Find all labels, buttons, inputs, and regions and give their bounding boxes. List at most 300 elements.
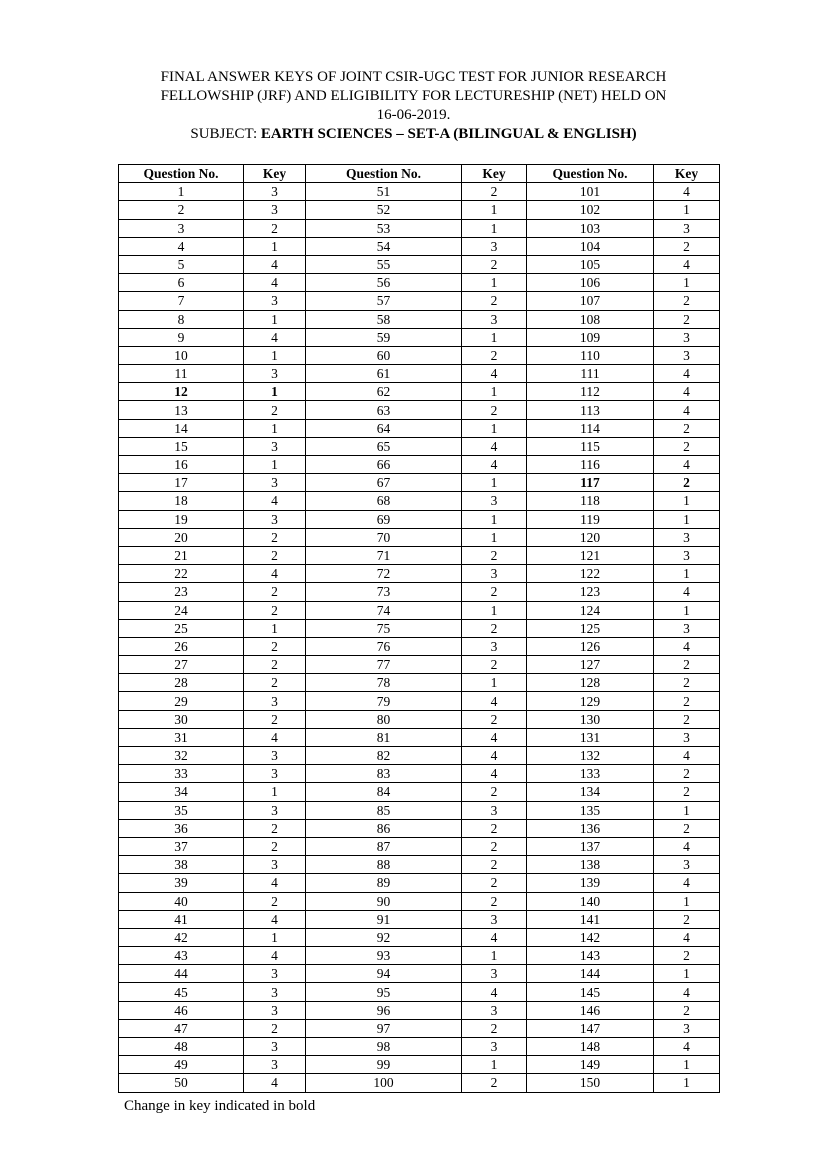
question-number-cell: 109	[527, 328, 654, 346]
table-row	[119, 474, 720, 492]
answer-key-cell: 1	[244, 237, 306, 255]
table-row	[119, 1056, 720, 1074]
column-header-key: Key	[244, 165, 306, 183]
answer-key-cell: 2	[654, 237, 720, 255]
answer-key-cell: 2	[244, 601, 306, 619]
answer-key-cell: 2	[462, 656, 527, 674]
table-row	[119, 1038, 720, 1056]
answer-key-cell: 2	[244, 583, 306, 601]
question-number-cell: 108	[527, 310, 654, 328]
question-number-cell: 27	[119, 656, 244, 674]
question-number-cell: 119	[527, 510, 654, 528]
question-number-cell: 41	[119, 910, 244, 928]
answer-key-cell: 2	[244, 1019, 306, 1037]
question-number-cell: 61	[306, 365, 462, 383]
answer-key-cell: 2	[462, 1019, 527, 1037]
answer-key-cell: 3	[244, 983, 306, 1001]
question-number-cell: 60	[306, 346, 462, 364]
answer-key-cell: 1	[244, 383, 306, 401]
question-number-cell: 99	[306, 1056, 462, 1074]
answer-key-cell: 3	[654, 346, 720, 364]
table-row	[119, 183, 720, 201]
table-row	[119, 601, 720, 619]
answer-key-cell: 2	[462, 856, 527, 874]
table-row	[119, 656, 720, 674]
answer-key-cell: 3	[654, 219, 720, 237]
answer-key-cell: 2	[462, 1074, 527, 1092]
table-row	[119, 401, 720, 419]
answer-key-cell: 1	[654, 1056, 720, 1074]
answer-key-cell: 3	[654, 619, 720, 637]
table-row	[119, 837, 720, 855]
question-number-cell: 137	[527, 837, 654, 855]
answer-key-cell: 1	[462, 510, 527, 528]
question-number-cell: 104	[527, 237, 654, 255]
answer-key-cell: 3	[654, 328, 720, 346]
table-row	[119, 274, 720, 292]
question-number-cell: 110	[527, 346, 654, 364]
question-number-cell: 121	[527, 546, 654, 564]
question-number-cell: 25	[119, 619, 244, 637]
footnote: Change in key indicated in bold	[124, 1098, 316, 1114]
answer-key-cell: 2	[654, 947, 720, 965]
question-number-cell: 113	[527, 401, 654, 419]
table-row	[119, 747, 720, 765]
answer-key-cell: 4	[654, 747, 720, 765]
answer-key-cell: 2	[654, 419, 720, 437]
question-number-cell: 10	[119, 346, 244, 364]
question-number-cell: 58	[306, 310, 462, 328]
answer-key-cell: 1	[654, 801, 720, 819]
answer-key-cell: 4	[654, 401, 720, 419]
question-number-cell: 8	[119, 310, 244, 328]
question-number-cell: 47	[119, 1019, 244, 1037]
answer-key-cell: 4	[244, 328, 306, 346]
answer-key-cell: 2	[244, 528, 306, 546]
question-number-cell: 150	[527, 1074, 654, 1092]
question-number-cell: 76	[306, 637, 462, 655]
answer-key-cell: 1	[244, 928, 306, 946]
answer-key-cell: 2	[654, 692, 720, 710]
answer-key-cell: 2	[462, 710, 527, 728]
answer-key-cell: 4	[462, 983, 527, 1001]
question-number-cell: 105	[527, 255, 654, 273]
question-number-cell: 97	[306, 1019, 462, 1037]
answer-key-cell: 3	[462, 492, 527, 510]
answer-key-cell: 2	[462, 583, 527, 601]
question-number-cell: 93	[306, 947, 462, 965]
question-number-cell: 45	[119, 983, 244, 1001]
answer-key-cell: 3	[244, 474, 306, 492]
question-number-cell: 59	[306, 328, 462, 346]
answer-key-cell: 4	[244, 947, 306, 965]
answer-key-cell: 2	[244, 710, 306, 728]
answer-key-cell: 1	[244, 619, 306, 637]
answer-key-cell: 3	[244, 365, 306, 383]
answer-key-cell: 4	[462, 692, 527, 710]
table-row	[119, 328, 720, 346]
question-number-cell: 46	[119, 1001, 244, 1019]
answer-key-cell: 1	[462, 1056, 527, 1074]
question-number-cell: 81	[306, 728, 462, 746]
answer-key-cell: 4	[244, 910, 306, 928]
question-number-cell: 102	[527, 201, 654, 219]
answer-key-cell: 3	[244, 292, 306, 310]
answer-key-cell: 2	[462, 783, 527, 801]
question-number-cell: 144	[527, 965, 654, 983]
question-number-cell: 101	[527, 183, 654, 201]
question-number-cell: 40	[119, 892, 244, 910]
question-number-cell: 15	[119, 437, 244, 455]
table-row	[119, 565, 720, 583]
answer-key-cell: 1	[244, 456, 306, 474]
question-number-cell: 115	[527, 437, 654, 455]
question-number-cell: 96	[306, 1001, 462, 1019]
question-number-cell: 66	[306, 456, 462, 474]
answer-key-cell: 2	[462, 183, 527, 201]
answer-key-cell: 2	[462, 819, 527, 837]
question-number-cell: 23	[119, 583, 244, 601]
answer-key-cell: 1	[462, 383, 527, 401]
question-number-cell: 86	[306, 819, 462, 837]
answer-key-cell: 4	[654, 837, 720, 855]
answer-key-cell: 4	[654, 255, 720, 273]
answer-key-cell: 3	[244, 747, 306, 765]
table-row	[119, 419, 720, 437]
answer-key-cell: 1	[654, 492, 720, 510]
table-row	[119, 692, 720, 710]
question-number-cell: 132	[527, 747, 654, 765]
answer-key-cell: 4	[654, 456, 720, 474]
answer-key-cell: 2	[654, 783, 720, 801]
answer-key-cell: 1	[462, 674, 527, 692]
question-number-cell: 35	[119, 801, 244, 819]
question-number-cell: 120	[527, 528, 654, 546]
question-number-cell: 100	[306, 1074, 462, 1092]
answer-key-cell: 4	[462, 365, 527, 383]
question-number-cell: 98	[306, 1038, 462, 1056]
answer-key-cell: 3	[654, 528, 720, 546]
table-row	[119, 583, 720, 601]
answer-key-cell: 1	[462, 528, 527, 546]
answer-key-cell: 4	[462, 928, 527, 946]
question-number-cell: 84	[306, 783, 462, 801]
question-number-cell: 7	[119, 292, 244, 310]
question-number-cell: 57	[306, 292, 462, 310]
table-row	[119, 219, 720, 237]
answer-key-cell: 2	[654, 819, 720, 837]
answer-key-cell: 3	[462, 910, 527, 928]
question-number-cell: 78	[306, 674, 462, 692]
question-number-cell: 34	[119, 783, 244, 801]
question-number-cell: 128	[527, 674, 654, 692]
question-number-cell: 71	[306, 546, 462, 564]
answer-key-cell: 3	[244, 1056, 306, 1074]
table-row	[119, 292, 720, 310]
answer-key-cell: 1	[654, 201, 720, 219]
answer-key-cell: 3	[462, 965, 527, 983]
question-number-cell: 114	[527, 419, 654, 437]
answer-key-cell: 2	[654, 765, 720, 783]
question-number-cell: 75	[306, 619, 462, 637]
table-row	[119, 546, 720, 564]
answer-key-cell: 3	[462, 237, 527, 255]
answer-key-cell: 1	[462, 419, 527, 437]
answer-key-cell: 2	[462, 892, 527, 910]
question-number-cell: 70	[306, 528, 462, 546]
answer-key-cell: 2	[462, 401, 527, 419]
answer-key-cell: 2	[654, 656, 720, 674]
answer-key-cell: 1	[654, 965, 720, 983]
question-number-cell: 90	[306, 892, 462, 910]
answer-key-cell: 3	[654, 728, 720, 746]
question-number-cell: 56	[306, 274, 462, 292]
answer-key-cell: 3	[244, 1001, 306, 1019]
question-number-cell: 65	[306, 437, 462, 455]
question-number-cell: 89	[306, 874, 462, 892]
question-number-cell: 87	[306, 837, 462, 855]
question-number-cell: 145	[527, 983, 654, 1001]
question-number-cell: 11	[119, 365, 244, 383]
answer-key-cell: 4	[244, 874, 306, 892]
answer-key-cell: 4	[654, 583, 720, 601]
answer-key-cell: 1	[244, 346, 306, 364]
question-number-cell: 30	[119, 710, 244, 728]
answer-key-cell: 4	[654, 928, 720, 946]
answer-key-cell: 4	[244, 728, 306, 746]
question-number-cell: 38	[119, 856, 244, 874]
question-number-cell: 14	[119, 419, 244, 437]
question-number-cell: 126	[527, 637, 654, 655]
answer-key-cell: 3	[244, 692, 306, 710]
answer-key-cell: 3	[244, 201, 306, 219]
question-number-cell: 136	[527, 819, 654, 837]
question-number-cell: 29	[119, 692, 244, 710]
question-number-cell: 9	[119, 328, 244, 346]
answer-key-cell: 1	[244, 783, 306, 801]
subject-line	[0, 125, 827, 144]
title-line-3: 16-06-2019.	[376, 107, 451, 123]
table-row	[119, 874, 720, 892]
question-number-cell: 19	[119, 510, 244, 528]
answer-key-cell: 2	[462, 837, 527, 855]
question-number-cell: 77	[306, 656, 462, 674]
question-number-cell: 54	[306, 237, 462, 255]
table-row	[119, 237, 720, 255]
answer-key-cell: 1	[462, 201, 527, 219]
question-number-cell: 31	[119, 728, 244, 746]
answer-key-cell: 3	[244, 437, 306, 455]
answer-key-cell: 4	[244, 1074, 306, 1092]
question-number-cell: 22	[119, 565, 244, 583]
table-row	[119, 1001, 720, 1019]
answer-key-cell: 2	[244, 837, 306, 855]
answer-key-cell: 3	[244, 183, 306, 201]
question-number-cell: 133	[527, 765, 654, 783]
question-number-cell: 130	[527, 710, 654, 728]
question-number-cell: 44	[119, 965, 244, 983]
answer-key-cell: 3	[462, 310, 527, 328]
question-number-cell: 135	[527, 801, 654, 819]
question-number-cell: 53	[306, 219, 462, 237]
table-row	[119, 437, 720, 455]
question-number-cell: 24	[119, 601, 244, 619]
question-number-cell: 146	[527, 1001, 654, 1019]
question-number-cell: 82	[306, 747, 462, 765]
question-number-cell: 39	[119, 874, 244, 892]
answer-key-cell: 3	[244, 965, 306, 983]
question-number-cell: 69	[306, 510, 462, 528]
answer-key-cell: 2	[462, 292, 527, 310]
table-row	[119, 947, 720, 965]
answer-key-cell: 4	[654, 983, 720, 1001]
answer-key-cell: 2	[654, 437, 720, 455]
question-number-cell: 32	[119, 747, 244, 765]
question-number-cell: 129	[527, 692, 654, 710]
question-number-cell: 67	[306, 474, 462, 492]
answer-key-cell: 2	[244, 546, 306, 564]
question-number-cell: 21	[119, 546, 244, 564]
question-number-cell: 118	[527, 492, 654, 510]
question-number-cell: 68	[306, 492, 462, 510]
question-number-cell: 63	[306, 401, 462, 419]
answer-key-cell: 3	[244, 765, 306, 783]
question-number-cell: 124	[527, 601, 654, 619]
answer-key-cell: 3	[654, 856, 720, 874]
answer-key-cell: 2	[244, 401, 306, 419]
answer-key-cell: 4	[654, 637, 720, 655]
question-number-cell: 12	[119, 383, 244, 401]
answer-key-cell: 2	[654, 310, 720, 328]
answer-key-cell: 3	[244, 510, 306, 528]
answer-key-cell: 2	[244, 892, 306, 910]
answer-key-cell: 1	[462, 219, 527, 237]
question-number-cell: 43	[119, 947, 244, 965]
column-header-key: Key	[462, 165, 527, 183]
question-number-cell: 85	[306, 801, 462, 819]
question-number-cell: 5	[119, 255, 244, 273]
answer-key-cell: 4	[654, 1038, 720, 1056]
question-number-cell: 125	[527, 619, 654, 637]
question-number-cell: 80	[306, 710, 462, 728]
answer-key-cell: 4	[462, 456, 527, 474]
answer-key-cell: 1	[462, 947, 527, 965]
answer-key-cell: 1	[462, 601, 527, 619]
answer-key-cell: 3	[462, 1001, 527, 1019]
question-number-cell: 18	[119, 492, 244, 510]
table-row	[119, 201, 720, 219]
table-row	[119, 856, 720, 874]
question-number-cell: 20	[119, 528, 244, 546]
table-row	[119, 983, 720, 1001]
answer-key-cell: 4	[654, 365, 720, 383]
answer-key-cell: 2	[462, 255, 527, 273]
table-row	[119, 492, 720, 510]
question-number-cell: 148	[527, 1038, 654, 1056]
question-number-cell: 50	[119, 1074, 244, 1092]
answer-key-cell: 1	[244, 310, 306, 328]
answer-key-cell: 1	[654, 274, 720, 292]
answer-key-cell: 1	[654, 1074, 720, 1092]
question-number-cell: 88	[306, 856, 462, 874]
answer-key-cell: 3	[654, 546, 720, 564]
question-number-cell: 143	[527, 947, 654, 965]
answer-key-cell: 2	[654, 474, 720, 492]
answer-key-cell: 2	[654, 1001, 720, 1019]
question-number-cell: 4	[119, 237, 244, 255]
table-row	[119, 637, 720, 655]
subject-prefix: SUBJECT:	[190, 126, 261, 142]
table-row	[119, 456, 720, 474]
answer-key-cell: 3	[462, 565, 527, 583]
question-number-cell: 49	[119, 1056, 244, 1074]
question-number-cell: 55	[306, 255, 462, 273]
title-line-1: FINAL ANSWER KEYS OF JOINT CSIR-UGC TEST FOR JUNIOR RESEARCH	[160, 69, 667, 85]
answer-key-cell: 4	[244, 255, 306, 273]
answer-key-cell: 2	[462, 619, 527, 637]
answer-key-cell: 4	[462, 437, 527, 455]
answer-key-cell: 3	[462, 801, 527, 819]
answer-key-table	[118, 164, 720, 1093]
answer-key-cell: 3	[244, 856, 306, 874]
question-number-cell: 52	[306, 201, 462, 219]
answer-key-cell: 2	[462, 546, 527, 564]
question-number-cell: 48	[119, 1038, 244, 1056]
question-number-cell: 107	[527, 292, 654, 310]
table-row	[119, 910, 720, 928]
answer-key-cell: 3	[462, 637, 527, 655]
question-number-cell: 42	[119, 928, 244, 946]
table-body	[119, 183, 720, 1092]
question-number-cell: 111	[527, 365, 654, 383]
table-row	[119, 801, 720, 819]
question-number-cell: 138	[527, 856, 654, 874]
question-number-cell: 140	[527, 892, 654, 910]
table-row	[119, 965, 720, 983]
question-number-cell: 83	[306, 765, 462, 783]
question-number-cell: 147	[527, 1019, 654, 1037]
answer-key-cell: 2	[654, 292, 720, 310]
answer-key-cell: 1	[462, 474, 527, 492]
answer-key-cell: 2	[244, 674, 306, 692]
document-title	[0, 68, 827, 144]
question-number-cell: 122	[527, 565, 654, 583]
question-number-cell: 94	[306, 965, 462, 983]
table-row	[119, 365, 720, 383]
question-number-cell: 106	[527, 274, 654, 292]
answer-key-cell: 1	[654, 892, 720, 910]
question-number-cell: 112	[527, 383, 654, 401]
answer-key-cell: 2	[244, 219, 306, 237]
table-header-row	[119, 165, 720, 183]
question-number-cell: 103	[527, 219, 654, 237]
answer-key-cell: 2	[244, 819, 306, 837]
table-row	[119, 510, 720, 528]
subject-value: EARTH SCIENCES – SET-A (BILINGUAL & ENGLISH)	[260, 126, 637, 142]
answer-key-cell: 2	[244, 656, 306, 674]
question-number-cell: 51	[306, 183, 462, 201]
question-number-cell: 1	[119, 183, 244, 201]
answer-key-cell: 3	[654, 1019, 720, 1037]
column-header-key: Key	[654, 165, 720, 183]
answer-key-cell: 1	[654, 510, 720, 528]
question-number-cell: 116	[527, 456, 654, 474]
table-row	[119, 1074, 720, 1092]
question-number-cell: 123	[527, 583, 654, 601]
answer-key-cell: 2	[654, 910, 720, 928]
table-row	[119, 674, 720, 692]
question-number-cell: 62	[306, 383, 462, 401]
